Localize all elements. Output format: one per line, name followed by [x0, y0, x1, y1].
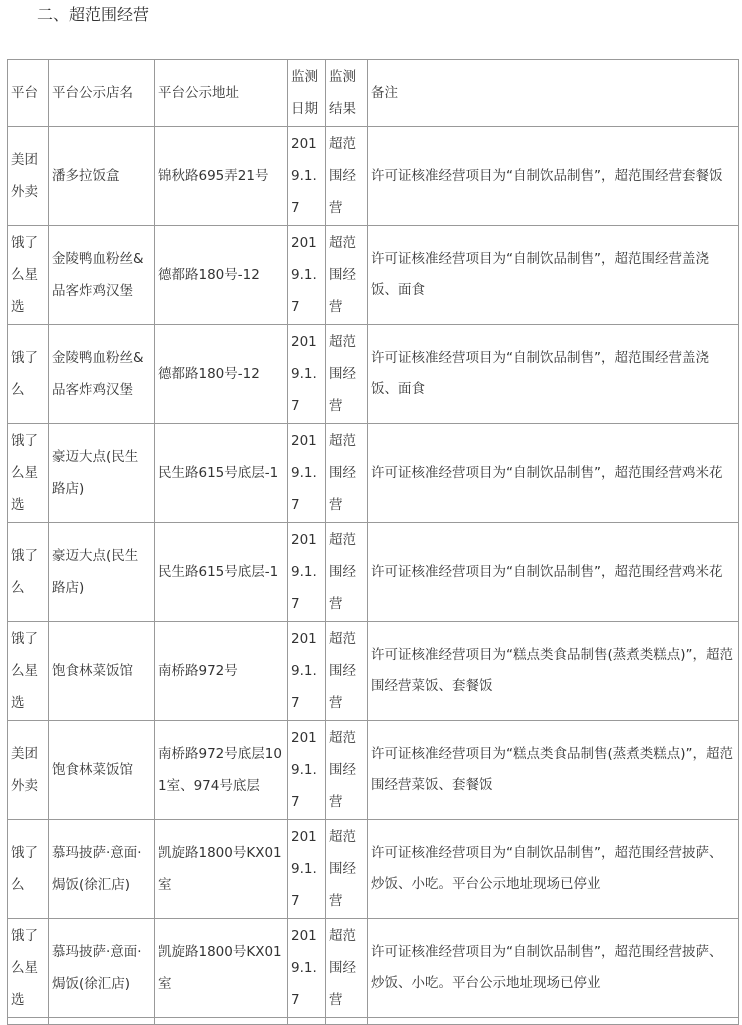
cell-store: 潘多拉饭盒 [49, 127, 155, 226]
cell-store: 慕玛披萨·意面·焗饭(徐汇店) [49, 820, 155, 919]
violation-table [7, 59, 739, 1025]
cell-result: 超范围经营 [326, 226, 368, 325]
cell-platform: 饿了么 [8, 325, 49, 424]
cell-result: 超范围经营 [326, 424, 368, 523]
cell-store: 豪迈大点(民生路店) [49, 424, 155, 523]
cell-platform: 美团外卖 [8, 721, 49, 820]
table-row [8, 523, 739, 622]
cell-platform: 饿了么 [8, 523, 49, 622]
table-body [8, 60, 739, 1025]
cell-date: 2019.1.7 [288, 721, 326, 820]
cell-date: 2019.1.7 [288, 523, 326, 622]
table-row [8, 226, 739, 325]
cell-result: 超范围经营 [326, 127, 368, 226]
cell-address: 民生路615号底层-1 [155, 523, 288, 622]
cell-platform: 饿了么星选 [8, 226, 49, 325]
cell-notes: 许可证核准经营项目为“自制饮品制售”，超范围经营披萨、炒饭、小吃。平台公示地址现场已停业 [368, 919, 739, 1018]
cell-address: 南桥路972号 [155, 622, 288, 721]
cell-address: 民生路615号底层-1 [155, 424, 288, 523]
header-notes: 备注 [368, 60, 739, 127]
section-title: 二、超范围经营 [37, 5, 150, 24]
cell-notes: 许可证核准经营项目为“自制饮品制售”，超范围经营鸡米花 [368, 424, 739, 523]
cell-date: 2019.1.7 [288, 820, 326, 919]
cell-store: 慕玛披萨·意面·焗饭(徐汇店) [49, 919, 155, 1018]
cell-notes: 许可证核准经营项目为“自制饮品制售”，超范围经营披萨、炒饭、小吃。平台公示地址现场已停业 [368, 820, 739, 919]
cell-notes: 许可证核准经营项目为“自制饮品制售”，超范围经营盖浇饭、面食 [368, 226, 739, 325]
cell-address: 凯旋路1800号KX01室 [155, 820, 288, 919]
cell-notes: 许可证核准经营项目为“糕点类食品制售(蒸煮类糕点)”，超范围经营菜饭、套餐饭 [368, 622, 739, 721]
header-platform: 平台 [8, 60, 49, 127]
cell-empty [8, 1018, 49, 1025]
cell-date: 2019.1.7 [288, 325, 326, 424]
header-address: 平台公示地址 [155, 60, 288, 127]
header-date: 监测日期 [288, 60, 326, 127]
cell-store: 饱食林菜饭馆 [49, 721, 155, 820]
table-row [8, 622, 739, 721]
cell-empty [49, 1018, 155, 1025]
cell-empty [326, 1018, 368, 1025]
table-row [8, 325, 739, 424]
cell-notes: 许可证核准经营项目为“自制饮品制售”，超范围经营盖浇饭、面食 [368, 325, 739, 424]
cell-notes: 许可证核准经营项目为“糕点类食品制售(蒸煮类糕点)”，超范围经营菜饭、套餐饭 [368, 721, 739, 820]
cell-empty [288, 1018, 326, 1025]
cell-address: 凯旋路1800号KX01室 [155, 919, 288, 1018]
header-store: 平台公示店名 [49, 60, 155, 127]
cell-platform: 饿了么星选 [8, 919, 49, 1018]
cell-date: 2019.1.7 [288, 226, 326, 325]
cell-date: 2019.1.7 [288, 622, 326, 721]
cell-notes: 许可证核准经营项目为“自制饮品制售”，超范围经营鸡米花 [368, 523, 739, 622]
cell-result: 超范围经营 [326, 820, 368, 919]
table-header-row [8, 60, 739, 127]
cell-address: 南桥路972号底层101室、974号底层 [155, 721, 288, 820]
cell-store: 豪迈大点(民生路店) [49, 523, 155, 622]
cell-address: 德都路180号-12 [155, 325, 288, 424]
header-result: 监测结果 [326, 60, 368, 127]
violation-table-wrapper [7, 59, 738, 1025]
cell-date: 2019.1.7 [288, 127, 326, 226]
cell-date: 2019.1.7 [288, 424, 326, 523]
table-row-partial [8, 1018, 739, 1025]
cell-result: 超范围经营 [326, 523, 368, 622]
cell-store: 金陵鸭血粉丝&品客炸鸡汉堡 [49, 325, 155, 424]
cell-platform: 饿了么 [8, 820, 49, 919]
cell-empty [155, 1018, 288, 1025]
cell-result: 超范围经营 [326, 721, 368, 820]
cell-date: 2019.1.7 [288, 919, 326, 1018]
table-row [8, 919, 739, 1018]
table-row [8, 721, 739, 820]
table-row [8, 424, 739, 523]
cell-platform: 美团外卖 [8, 127, 49, 226]
cell-address: 锦秋路695弄21号 [155, 127, 288, 226]
cell-store: 金陵鸭血粉丝&品客炸鸡汉堡 [49, 226, 155, 325]
cell-result: 超范围经营 [326, 919, 368, 1018]
cell-empty [368, 1018, 739, 1025]
cell-result: 超范围经营 [326, 622, 368, 721]
table-row [8, 127, 739, 226]
cell-platform: 饿了么星选 [8, 424, 49, 523]
table-row [8, 820, 739, 919]
cell-address: 德都路180号-12 [155, 226, 288, 325]
cell-store: 饱食林菜饭馆 [49, 622, 155, 721]
cell-platform: 饿了么星选 [8, 622, 49, 721]
cell-notes: 许可证核准经营项目为“自制饮品制售”，超范围经营套餐饭 [368, 127, 739, 226]
cell-result: 超范围经营 [326, 325, 368, 424]
